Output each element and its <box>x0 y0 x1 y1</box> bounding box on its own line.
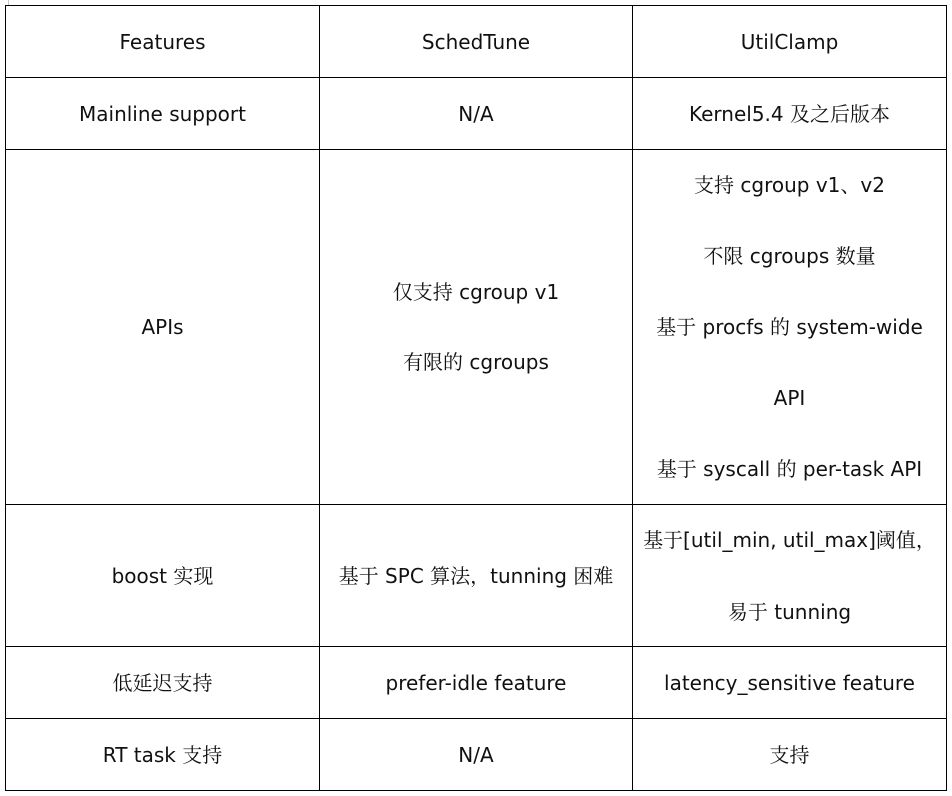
feature-cell: Mainline support <box>6 78 320 150</box>
table-header-row <box>6 6 947 78</box>
utilclamp-cell <box>633 150 947 505</box>
table-row <box>6 150 947 505</box>
cell-line: 基于 syscall 的 per-task API <box>656 457 923 481</box>
utilclamp-cell: latency_sensitive feature <box>633 647 947 719</box>
cell-line: 有限的 cgroups <box>403 350 549 374</box>
cell-line: 仅支持 cgroup v1 <box>392 280 560 304</box>
feature-cell: boost 实现 <box>6 505 320 647</box>
schedtune-cell: N/A <box>320 719 633 791</box>
cell-line-stack <box>326 280 626 374</box>
utilclamp-cell: Kernel5.4 及之后版本 <box>633 78 947 150</box>
cell-line: 基于[util_min, util_max]阈值， <box>643 527 936 552</box>
table-row <box>6 719 947 791</box>
table-row <box>6 647 947 719</box>
feature-cell: 低延迟支持 <box>6 647 320 719</box>
feature-cell: APIs <box>6 150 320 505</box>
cell-line-stack <box>639 173 940 481</box>
schedtune-cell: 基于 SPC 算法，tunning 困难 <box>320 505 633 647</box>
cell-line: 支持 cgroup v1、v2 <box>694 173 885 197</box>
cell-line: 基于 procfs 的 system-wide <box>656 315 923 339</box>
schedtune-cell <box>320 150 633 505</box>
cell-line: 不限 cgroups 数量 <box>703 244 876 268</box>
comparison-table <box>5 5 947 791</box>
schedtune-cell: prefer-idle feature <box>320 647 633 719</box>
schedtune-cell: N/A <box>320 78 633 150</box>
cell-line: API <box>773 386 806 410</box>
table-row <box>6 78 947 150</box>
header-cell-utilclamp: UtilClamp <box>633 6 947 78</box>
header-cell-features: Features <box>6 6 320 78</box>
utilclamp-cell: 支持 <box>633 719 947 791</box>
table-row <box>6 505 947 647</box>
utilclamp-cell <box>633 505 947 647</box>
header-cell-schedtune: SchedTune <box>320 6 633 78</box>
feature-cell: RT task 支持 <box>6 719 320 791</box>
cell-line: 易于 tunning <box>727 599 852 624</box>
cell-line-stack <box>639 528 940 624</box>
